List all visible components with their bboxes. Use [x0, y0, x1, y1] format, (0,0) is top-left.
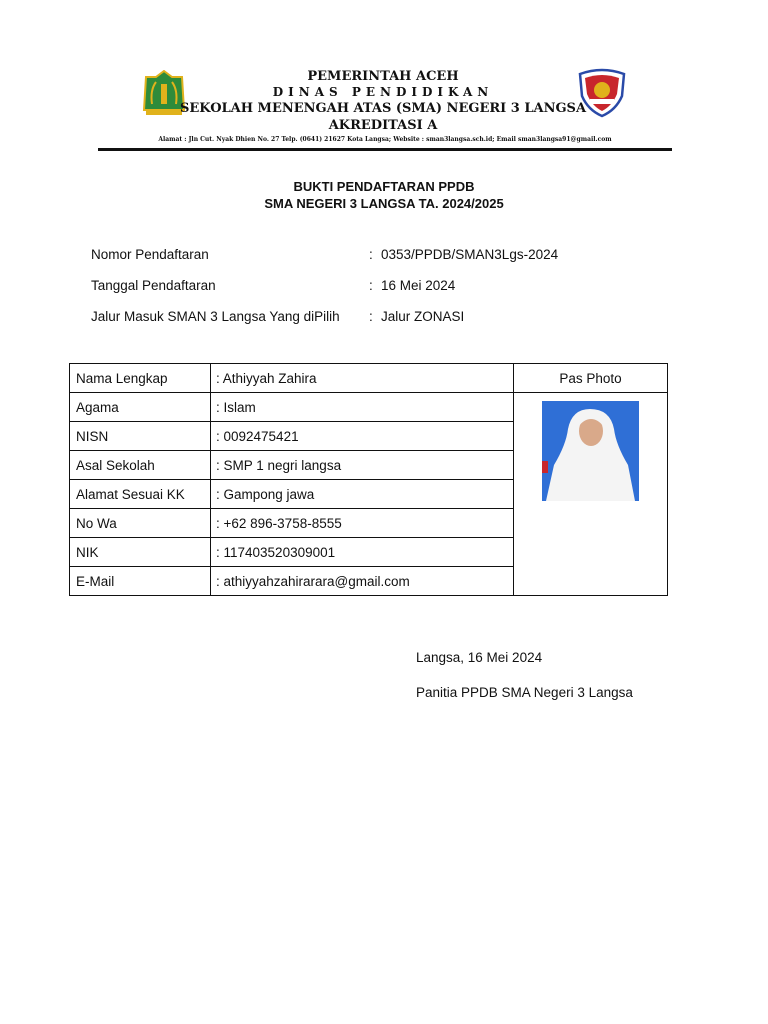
government-name: PEMERINTAH ACEH [307, 69, 459, 84]
langsa-city-emblem-icon [576, 66, 628, 118]
student-data-table [69, 363, 668, 596]
letterhead-text [179, 68, 587, 134]
row-label: Asal Sekolah [70, 451, 211, 480]
row-value: : 117403520309001 [211, 538, 514, 567]
info-label: Jalur Masuk SMAN 3 Langsa Yang diPilih [91, 309, 340, 324]
document-title [0, 178, 768, 212]
signature-place-date: Langsa, 16 Mei 2024 [416, 650, 543, 665]
student-portrait-icon [542, 401, 639, 501]
row-label: NIK [70, 538, 211, 567]
title-line-2: SMA NEGERI 3 LANGSA TA. 2024/2025 [264, 196, 504, 211]
row-label: Agama [70, 393, 211, 422]
row-label: Nama Lengkap [70, 364, 211, 393]
accreditation: AKREDITASI A [328, 118, 438, 133]
signature-committee: Panitia PPDB SMA Negeri 3 Langsa [416, 685, 633, 700]
row-label: No Wa [70, 509, 211, 538]
school-address: Alamat : Jln Cut. Nyak Dhien No. 27 Telp. (0641) 21627 Kota Langsa; Website : sman3langsa.sch.id; Email sman3langsa91@gmail.com [158, 136, 612, 143]
row-label: E-Mail [70, 567, 211, 596]
title-line-1: BUKTI PENDAFTARAN PPDB [293, 179, 475, 194]
photo-cell [514, 393, 668, 596]
row-value: : Islam [211, 393, 514, 422]
row-value: : SMP 1 negri langsa [211, 451, 514, 480]
info-label: Nomor Pendaftaran [91, 247, 209, 262]
photo-header: Pas Photo [514, 364, 668, 393]
row-label: NISN [70, 422, 211, 451]
row-value: : 0092475421 [211, 422, 514, 451]
info-value: Jalur ZONASI [381, 309, 465, 324]
info-colon: : [369, 278, 373, 293]
row-value: : +62 896-3758-8555 [211, 509, 514, 538]
row-value: : Gampong jawa [211, 480, 514, 509]
letterhead-divider [98, 148, 672, 151]
row-value: : athiyyahzahirarara@gmail.com [211, 567, 514, 596]
info-value: 16 Mei 2024 [381, 278, 456, 293]
school-name: SEKOLAH MENENGAH ATAS (SMA) NEGERI 3 LANGSA [179, 101, 587, 116]
department-name: DINAS PENDIDIKAN [272, 85, 494, 99]
row-value: : Athiyyah Zahira [211, 364, 514, 393]
info-value: 0353/PPDB/SMAN3Lgs-2024 [381, 247, 559, 262]
table-row [70, 393, 668, 422]
letterhead [98, 64, 672, 154]
row-label: Alamat Sesuai KK [70, 480, 211, 509]
info-colon: : [369, 309, 373, 324]
info-label: Tanggal Pendaftaran [91, 278, 216, 293]
table-row [70, 364, 668, 393]
student-photo [542, 401, 639, 501]
info-colon: : [369, 247, 373, 262]
